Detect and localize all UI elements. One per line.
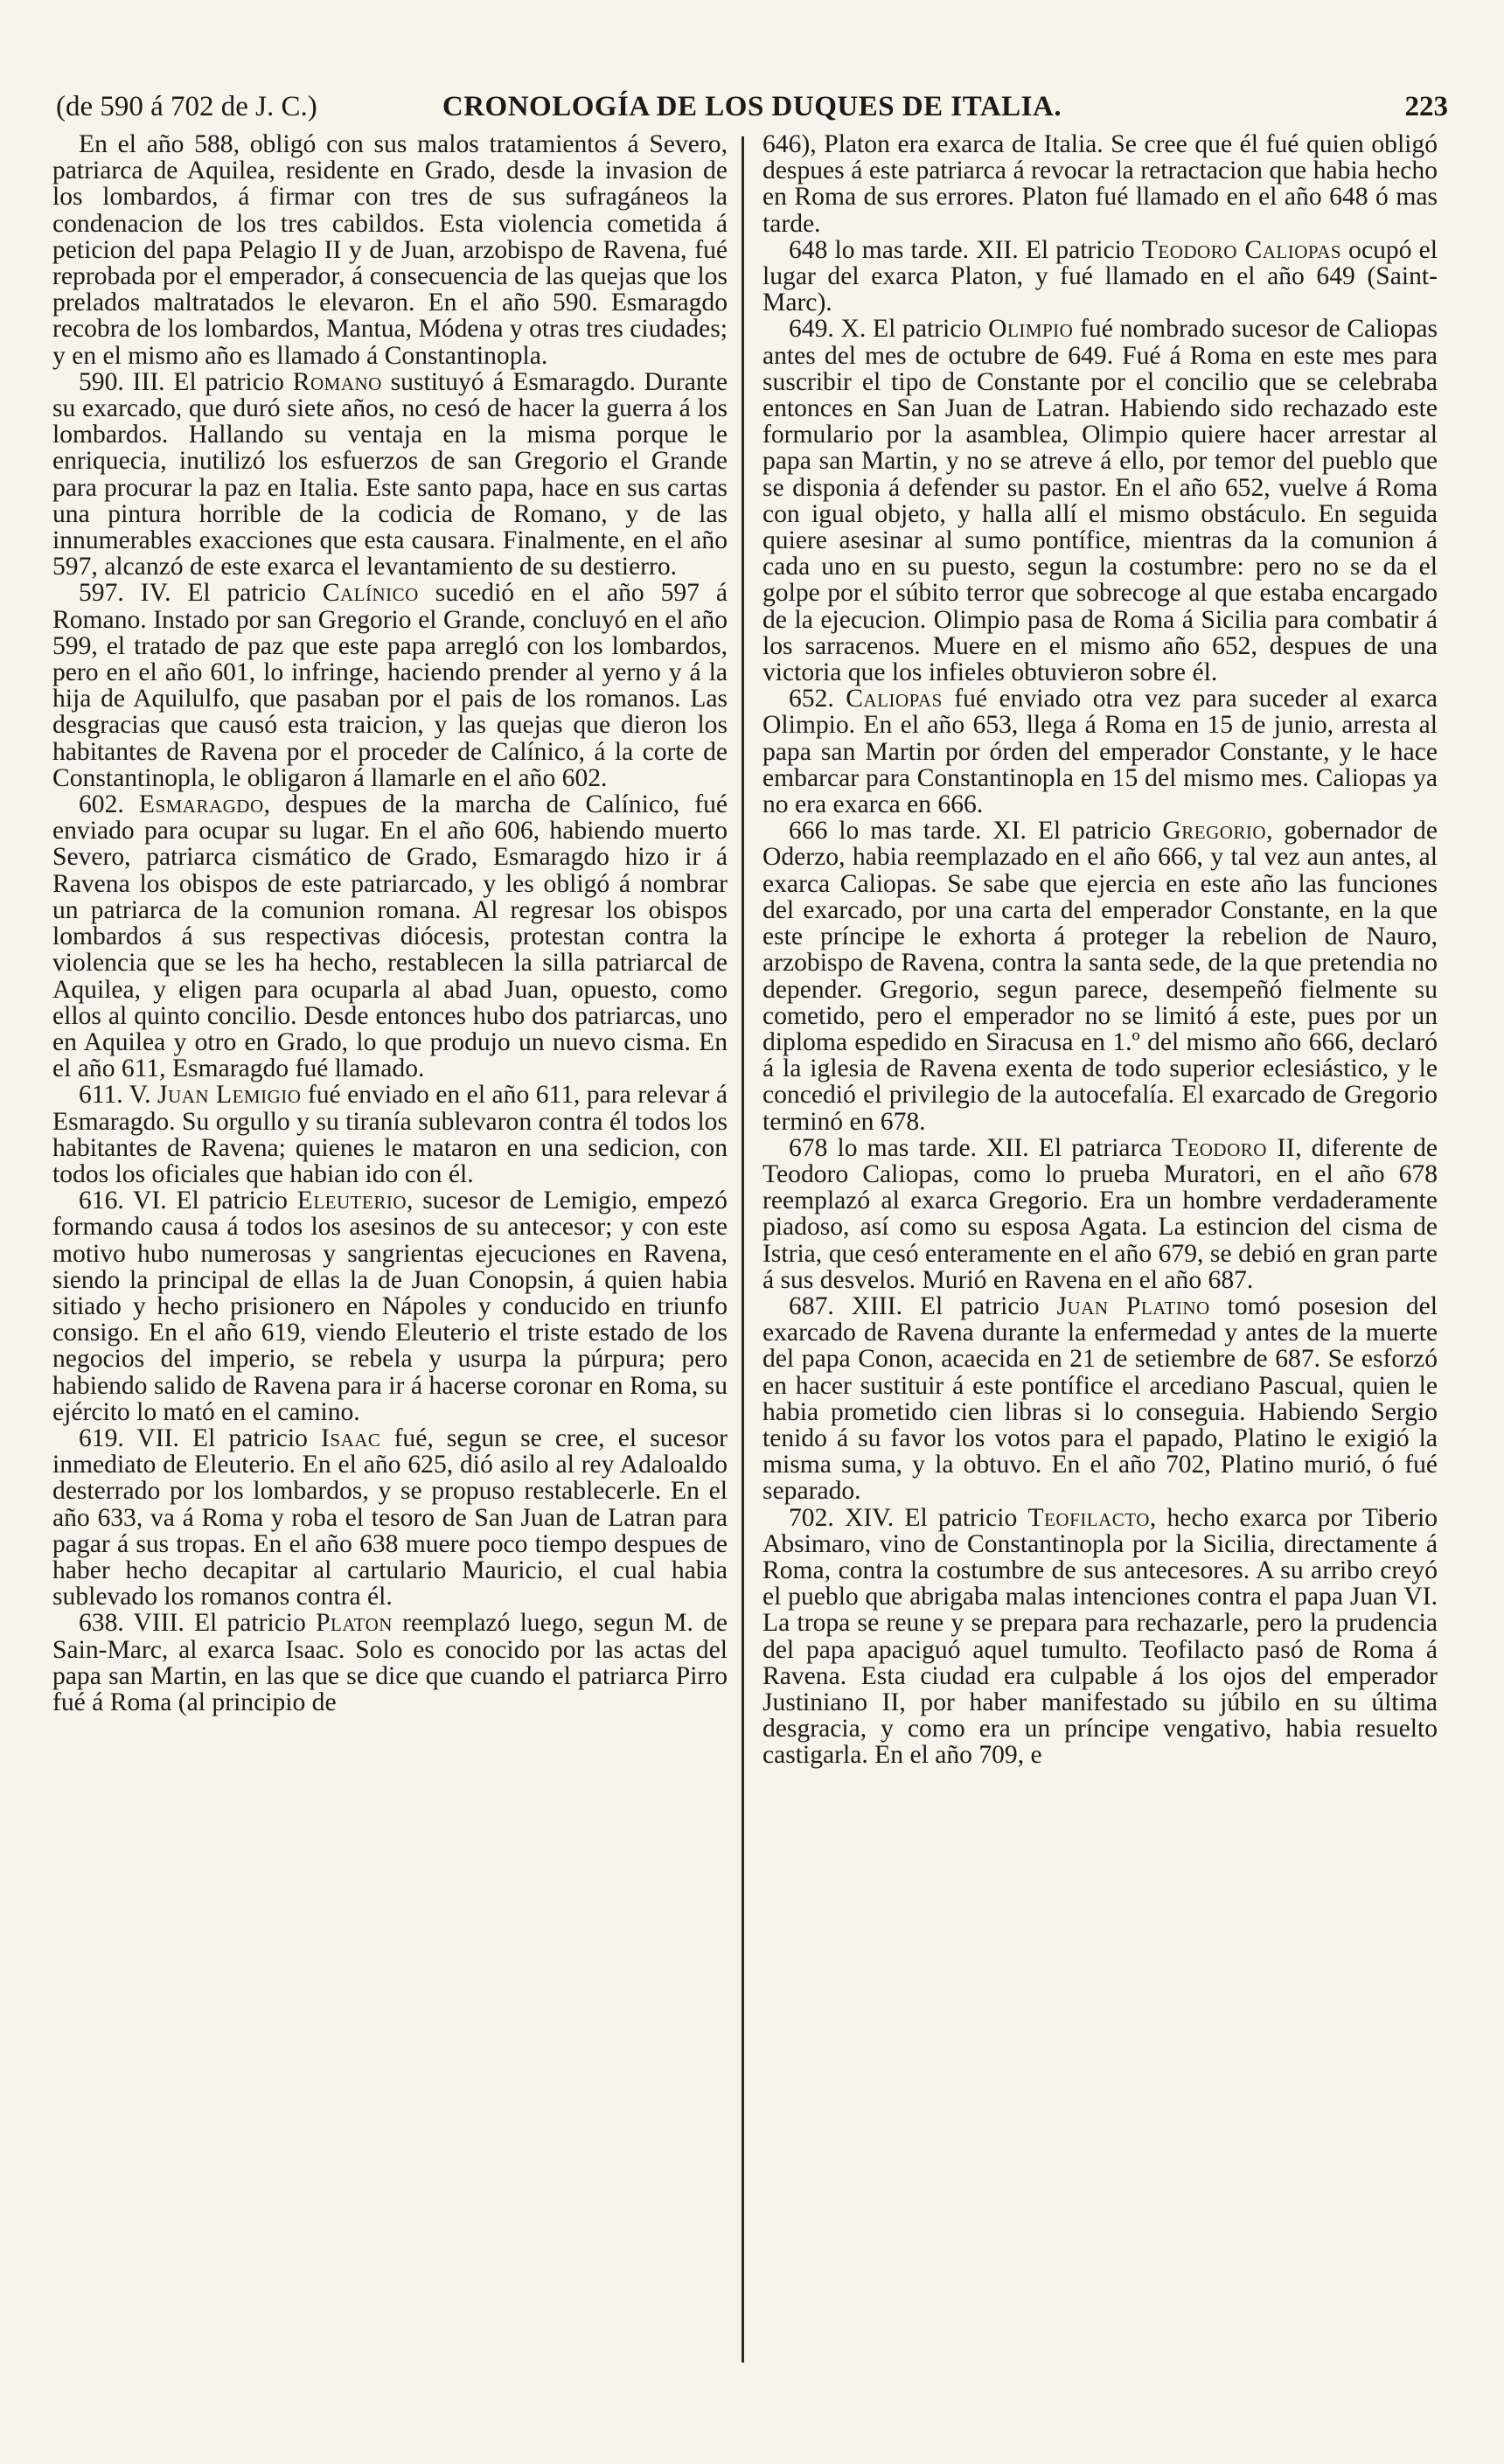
exarch-name: Eleuterio — [296, 1187, 407, 1215]
paragraph — [52, 580, 728, 791]
exarch-name: Romano — [292, 367, 382, 396]
paragraph-text: , hecho exarca por Tiberio Absimaro, vino de Constantinopla por la Sicilia, directamente á Roma, contra la costumbre de sus antecesores. A su arribo creyó el pueblo que abrigaba malas intenciones contra el papa Juan VI. La tropa se reune y se prepara para rechazarle, pero la prudencia del papa apaciguó aquel tumulto. Teofilacto pasó de Roma á Ravena. Esta ciudad era culpable á los ojos del emperador Justiniano II, por haber manifestado su júbilo en su última desgracia, y como era un príncipe vengativo, habia resuelto castigarla. En el año 709, e — [762, 1503, 1438, 1770]
entry-lead: 597. IV. El patricio — [79, 579, 323, 608]
exarch-name: Gregorio — [1162, 817, 1267, 846]
paragraph-text: fué enviado en el año 611, para relevar á Esmaragdo. Su orgullo y su tiranía sublevaron contra él todos los habitantes de Ravena; quienes le mataron en una sedicion, con todos los oficiales que habian ido con él. — [52, 1081, 728, 1188]
paragraph — [52, 1082, 728, 1187]
paragraph — [52, 1187, 728, 1425]
paragraph — [52, 1425, 728, 1610]
left-column — [52, 131, 728, 1716]
exarch-name: Teofilacto — [1027, 1503, 1150, 1532]
entry-lead: 638. VIII. El patricio — [79, 1609, 317, 1638]
paragraph — [762, 1135, 1438, 1293]
entry-lead: 602. — [79, 790, 139, 819]
exarch-name: Caliopas — [846, 685, 943, 713]
running-header — [56, 86, 1448, 128]
paragraph-text: sustituyó á Esmaragdo. Durante su exarcado, que duró siete años, no cesó de hacer la guerra á los lombardos. Hallando su ventaja en la misma porque le enriquecia, inutilizó los esfuerzos de san Gregorio el Grande para procurar la paz en Italia. Este santo papa, hace en sus cartas una pintura horrible de la codicia de Romano, y de las innumerables exacciones que esta causara. Finalmente, en el año 597, alcanzó de este exarca el levantamiento de su destierro. — [52, 367, 728, 581]
paragraph — [762, 1293, 1438, 1505]
entry-lead: 611. V. — [79, 1081, 158, 1110]
paragraph-text: , diferente de Teodoro Caliopas, como lo prueba Muratori, en el año 678 reemplazó al exarca Gregorio. Era un hombre verdaderamente piadoso, así como su esposa Agata. La estincion del cisma de Istria, que cesó enteramente en el año 679, se debió en gran parte á sus desvelos. Murió en Ravena en el año 687. — [762, 1133, 1438, 1294]
exarch-name: Teodoro Caliopas — [1141, 235, 1342, 264]
exarch-name: Isaac — [321, 1423, 381, 1452]
paragraph — [762, 131, 1438, 237]
entry-lead: 687. XIII. El patricio — [789, 1291, 1057, 1320]
exarch-name: Juan Lemigio — [157, 1081, 302, 1110]
entry-lead: 590. III. El patricio — [79, 367, 293, 396]
exarch-name: Platon — [316, 1609, 393, 1638]
paragraph — [52, 131, 728, 369]
paragraph-text: , gobernador de Oderzo, habia reemplazado en el año 666, y tal vez aun antes, al exarca Caliopas. Se sabe que ejercia en este año las funciones del exarcado, por una carta del emperador Constante, en la que este príncipe le exhorta á proteger la rebelion de Nauro, arzobispo de Ravena, contra la santa sede, de la que pretendia no depender. Gregorio, segun parece, desempeñó fielmente su cometido, pero el emperador no se limitó á este, pues por un diploma espedido en Siracusa en 1.º del mismo año 666, declaró á la iglesia de Ravena exenta de todo superior eclesiástico, y le concedió el privilegio de la autocefalía. El exarcado de Gregorio terminó en 678. — [762, 817, 1438, 1136]
paragraph-text: sucedió en el año 597 á Romano. Instado por san Gregorio el Grande, concluyó en el año 599, el tratado de paz que este papa arregló con los lombardos, pero en el año 601, lo infringe, haciendo prender al yerno y á la hija de Aquilulfo, que pasaban por el pais de los romanos. Las desgracias que causó esta traicion, y las quejas que dieron los habitantes de Ravena por el proceder de Calínico, á la corte de Constantinopla, le obligaron á llamarle en el año 602. — [52, 579, 728, 792]
entry-lead: 619. VII. El patricio — [79, 1423, 322, 1452]
entry-lead: 666 lo mas tarde. XI. El patricio — [789, 817, 1163, 846]
entry-lead: 649. X. El patricio — [789, 315, 989, 344]
paragraph-text: tomó posesion del exarcado de Ravena durante la enfermedad y antes de la muerte del papa Conon, acaecida en 21 de setiembre de 687. Se esforzó en hacer sustituir á este pontífice el arcediano Pascual, quien le habia prometido cien libras si lo conseguia. Habiendo Sergio tenido á su favor los votos para el papado, Platino le exigió la misma suma, y la obtuvo. En el año 702, Platino murió, ó fué separado. — [762, 1291, 1438, 1506]
paragraph — [762, 237, 1438, 317]
entry-lead: 652. — [789, 685, 846, 713]
paragraph — [762, 818, 1438, 1134]
paragraph — [762, 686, 1438, 818]
header-title: CRONOLOGÍA DE LOS DUQUES DE ITALIA. — [442, 91, 1062, 122]
entry-lead: 702. XIV. El patricio — [789, 1503, 1028, 1532]
paragraph — [52, 791, 728, 1082]
right-column — [762, 131, 1438, 1769]
paragraph-text: 646), Platon era exarca de Italia. Se cree que él fué quien obligó despues á este patriarca á revocar la retractacion que habia hecho en Roma de sus errores. Platon fué llamado en el año 648 ó mas tarde. — [762, 130, 1438, 238]
paragraph-text: reemplazó luego, segun M. de Sain-Marc, al exarca Isaac. Solo es conocido por las actas del papa san Martin, en las que se dice que cuando el patriarca Pirro fué á Roma (al principio de — [52, 1609, 728, 1716]
paragraph-text: En el año 588, obligó con sus malos tratamientos á Severo, patriarca de Aquilea, residente en Grado, desde la invasion de los lombardos, á firmar con tres de sus sufragáneos la condenacion de los tres cabildos. Esta violencia cometida á peticion del papa Pelagio II y de Juan, arzobispo de Ravena, fué reprobada por el emperador, á consecuencia de las quejas que los prelados maltratados le elevaron. En el año 590. Esmaragdo recobra de los lombardos, Mantua, Módena y otras tres ciudades; y en el mismo año es llamado á Constantinopla. — [52, 130, 728, 370]
exarch-name: Teodoro II — [1171, 1133, 1296, 1162]
paragraph-text: , sucesor de Lemigio, empezó formando causa á todos los asesinos de su antecesor; y con este motivo hubo numerosas y sangrientas ejecuciones en Ravena, siendo la principal de ellas la de Juan Conopsin, á quien habia sitiado y hecho prisionero en Nápoles y conducido en triunfo consigo. En el año 619, viendo Eleuterio el triste estado de los negocios del imperio, se rebela y usurpa la púrpura; pero habiendo salido de Ravena para ir á hacerse coronar en Roma, su ejército lo mató en el camino. — [52, 1187, 728, 1426]
paragraph — [52, 369, 728, 581]
exarch-name: Esmaragdo — [138, 790, 264, 819]
entry-lead: 648 lo mas tarde. XII. El patricio — [789, 235, 1142, 264]
exarch-name: Juan Platino — [1056, 1291, 1210, 1320]
header-date-range: (de 590 á 702 de J. C.) — [56, 91, 317, 122]
exarch-name: Olimpio — [988, 315, 1074, 344]
paragraph-text: fué, segun se cree, el sucesor inmediato de Eleuterio. En el año 625, dió asilo al rey Adaloaldo desterrado por los lombardos, y se propuso restablecerle. En el año 633, va á Roma y roba el tesoro de San Juan de Latran para pagar á sus tropas. En el año 638 muere poco tiempo despues de haber hecho decapitar al cartulario Mauricio, el cual habia sublevado los romanos contra él. — [52, 1423, 728, 1611]
paragraph-text: fué nombrado sucesor de Caliopas antes del mes de octubre de 649. Fué á Roma en este mes para suscribir el tipo de Constante por el concilio que se celebraba entonces en San Juan de Latran. Habiendo sido rechazado este formulario por la asamblea, Olimpio quiere hacer arrestar al papa san Martin, y no se atreve á ello, por temor del pueblo que se disponia á defender su pastor. En el año 652, vuelve á Roma con igual objeto, y halla allí el mismo obstáculo. En seguida quiere asesinar al sumo pontífice, mientras da la comunion á cada uno en su puesto, segun la costumbre: pero no se da el golpe por el súbito terror que sobrecoge al que estaba encargado de la ejecucion. Olimpio pasa de Roma á Sicilia para combatir á los sarracenos. Muere en el mismo año 652, despues de una victoria que los infieles obtuvieron sobre él. — [762, 315, 1438, 687]
paragraph — [52, 1610, 728, 1716]
paragraph — [762, 316, 1438, 686]
paragraph — [762, 1505, 1438, 1769]
entry-lead: 678 lo mas tarde. XII. El patriarca — [789, 1133, 1172, 1162]
column-divider — [742, 136, 744, 2363]
exarch-name: Calínico — [322, 579, 419, 608]
paragraph-text: ocupó el lugar del exarca Platon, y fué llamado en el año 649 (Saint-Marc). — [762, 235, 1438, 317]
paragraph-text: , despues de la marcha de Calínico, fué enviado para ocupar su lugar. En el año 606, habiendo muerto Severo, patriarca cismático de Grado, Esmaragdo hizo ir á Ravena los obispos de este patriarcado, y les obligó á nombrar un patriarca de la comunion romana. Al regresar los obispos lombardos á sus respectivas diócesis, protestan contra la violencia que se les ha hecho, restablecen la silla patriarcal de Aquilea, y eligen para ocuparla al abad Juan, opuesto, como ellos al quinto concilio. Desde entonces hubo dos patriarcas, uno en Aquilea y otro en Grado, lo que produjo un nuevo cisma. En el año 611, Esmaragdo fué llamado. — [52, 790, 728, 1083]
entry-lead: 616. VI. El patricio — [79, 1187, 297, 1215]
page-number: 223 — [1404, 91, 1448, 122]
paragraph-text: fué enviado otra vez para suceder al exarca Olimpio. En el año 653, llega á Roma en 15 de junio, arresta al papa san Martin por órden del emperador Constante, y le hace embarcar para Constantinopla en 15 del mismo mes. Caliopas ya no era exarca en 666. — [762, 685, 1438, 819]
